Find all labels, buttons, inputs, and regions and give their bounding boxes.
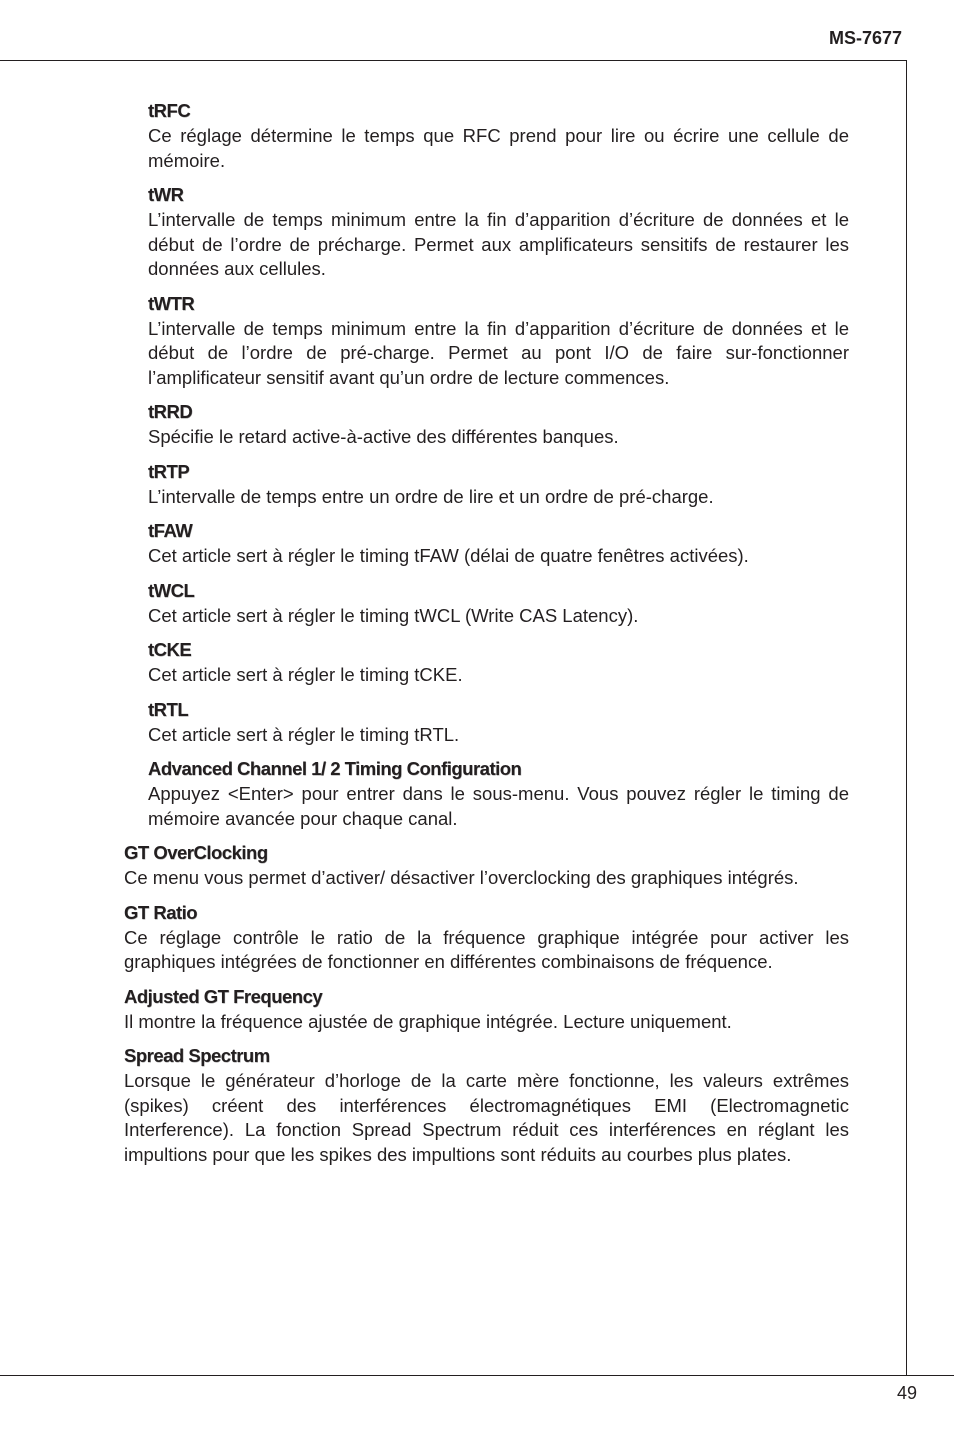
section-title: GT Ratio: [124, 901, 198, 923]
section-trfc: [148, 98, 849, 173]
section-adjusted-gt-frequency: [124, 984, 849, 1035]
section-title: tWTR: [148, 292, 195, 314]
section-text: L’intervalle de temps entre un ordre de lire et un ordre de pré-charge.: [148, 485, 714, 507]
section-twcl: [148, 578, 849, 629]
section-text: Lorsque le générateur d’horloge de la carte mère fonctionne, les valeurs extrêmes (spikes) créent des interférences électromagnétiques EMI (Electromagnetic Interference). La fonction Spread Spectrum réduit ces interférences en réglant les impultions pour que les spikes des impultions sont réduits au courbes plus plates.: [124, 1070, 849, 1165]
section-text: Ce réglage contrôle le ratio de la fréquence graphique intégrée pour activer les graphiques intégrées de fonctionner en différentes combinaisons de fréquence.: [124, 926, 849, 972]
section-spread-spectrum: [124, 1043, 849, 1167]
section-title: tCKE: [148, 639, 192, 660]
section-title: tRRD: [148, 401, 193, 422]
section-gt-ratio: [124, 900, 849, 975]
section-text: Cet article sert à régler le timing tCKE.: [148, 664, 463, 685]
section-twtr: [148, 291, 849, 391]
section-gt-overclocking: [124, 840, 849, 891]
section-title: Advanced Channel 1/ 2 Timing Configuration: [148, 758, 522, 779]
section-twr: [148, 182, 849, 282]
section-title: tRTP: [148, 460, 190, 482]
section-trrd: [148, 399, 849, 450]
section-text: Ce réglage détermine le temps que RFC prend pour lire ou écrire une cellule de mémoire.: [148, 125, 849, 171]
footer-rule: [0, 1375, 954, 1376]
section-text: Cet article sert à régler le timing tFAW (délai de quatre fenêtres activées).: [148, 545, 749, 566]
document-body: [0, 98, 954, 1176]
section-title: tWR: [148, 184, 184, 205]
section-trtl: [148, 697, 849, 748]
section-text: Appuyez <Enter> pour entrer dans le sous-menu. Vous pouvez régler le timing de mémoire avancée pour chaque canal.: [148, 783, 849, 829]
section-advanced-channel-timing: [148, 756, 849, 831]
section-text: Spécifie le retard active-à-active des différentes banques.: [148, 426, 619, 447]
header-rule: [0, 60, 907, 61]
section-tfaw: [148, 518, 849, 569]
section-text: L’intervalle de temps minimum entre la fin d’apparition d’écriture de données et le début de l’ordre de pré-charge. Permet au pont I/O de faire sur-fonctionner l’amplificateur sensitif avant qu’un ordre de lecture commences.: [148, 317, 849, 388]
section-title: Adjusted GT Frequency: [124, 985, 323, 1007]
section-title: Spread Spectrum: [124, 1045, 270, 1066]
section-trtp: [148, 459, 849, 510]
section-title: tWCL: [148, 579, 195, 601]
section-text: Il montre la fréquence ajustée de graphique intégrée. Lecture uniquement.: [124, 1010, 732, 1032]
section-tcke: [148, 637, 849, 688]
section-title: GT OverClocking: [124, 842, 268, 863]
model-number: MS-7677: [828, 28, 902, 48]
section-text: Cet article sert à régler le timing tRTL.: [148, 723, 460, 745]
section-title: tRFC: [148, 100, 191, 121]
section-text: Cet article sert à régler le timing tWCL (Write CAS Latency).: [148, 604, 639, 626]
section-text: Ce menu vous permet d’activer/ désactiver l’overclocking des graphiques intégrés.: [124, 867, 799, 888]
page-number: 49: [896, 1383, 917, 1403]
section-title: tFAW: [148, 520, 193, 541]
section-title: tRTL: [148, 698, 189, 720]
section-text: L’intervalle de temps minimum entre la fin d’apparition d’écriture de données et le début de l’ordre de précharge. Permet aux amplificateurs sensitifs de restaurer les données aux cellules.: [148, 209, 849, 279]
